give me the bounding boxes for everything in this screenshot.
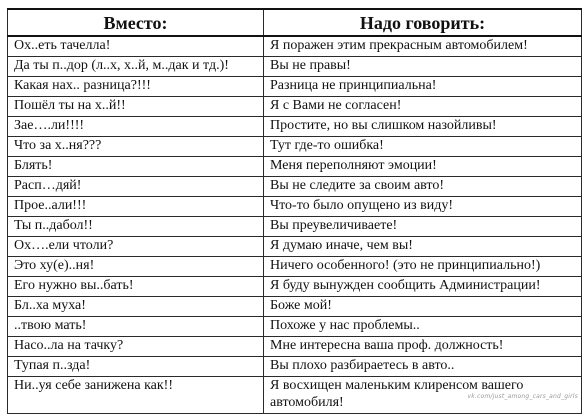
cell-should-say: Меня переполняют эмоции! [264,157,582,177]
cell-instead: Что за х..ня??? [8,137,264,157]
cell-instead: Ох….ели чтоли? [8,237,264,257]
table-row [8,217,582,237]
table-row [8,257,582,277]
cell-instead: Насо..ла на тачку? [8,337,264,357]
cell-should-say: Вы не следите за своим авто! [264,177,582,197]
cell-should-say: Я думаю иначе, чем вы! [264,237,582,257]
cell-should-say: Вы плохо разбираетесь в авто.. [264,357,582,377]
table-row [8,57,582,77]
header-should-say: Надо говорить: [264,9,582,36]
cell-should-say: Ничего особенного! (это не принципиально!) [264,257,582,277]
cell-should-say: Мне интересна ваша проф. должность! [264,337,582,357]
table-row [8,337,582,357]
cell-instead: Да ты п..дор (л..х, х..й, м..дак и тд.)! [8,57,264,77]
phrase-table [7,8,582,414]
cell-instead: ..твою мать! [8,317,264,337]
table-row [8,97,582,117]
table-row [8,277,582,297]
table-header-row [8,9,582,36]
table-row [8,297,582,317]
cell-should-say: Я поражен этим прекрасным автомобилем! [264,36,582,57]
watermark: vk.com/just_among_cars_and_girls [467,393,578,400]
cell-instead: Ни..уя себе занижена как!! [8,377,264,414]
table-row [8,117,582,137]
cell-should-say: Вы преувеличиваете! [264,217,582,237]
table-row [8,36,582,57]
cell-instead: Прое..али!!! [8,197,264,217]
table-row [8,77,582,97]
cell-should-say: Я восхищен маленьким клиренсом вашего автомобиля! [264,377,582,414]
table-body [8,36,582,414]
cell-should-say: Я с Вами не согласен! [264,97,582,117]
cell-instead: Ты п..дабол!! [8,217,264,237]
cell-should-say: Тут где-то ошибка! [264,137,582,157]
cell-should-say: Вы не правы! [264,57,582,77]
cell-should-say: Что-то было опущено из виду! [264,197,582,217]
table-row [8,157,582,177]
cell-instead: Какая нах.. разница?!!! [8,77,264,97]
table-row [8,177,582,197]
cell-instead: Блять! [8,157,264,177]
table-row [8,197,582,217]
cell-instead: Ох..еть тачелла! [8,36,264,57]
cell-instead: Это ху(е)..ня! [8,257,264,277]
cell-instead: Зае….ли!!!! [8,117,264,137]
cell-should-say: Разница не принципиальна! [264,77,582,97]
cell-instead: Тупая п..зда! [8,357,264,377]
table-row [8,137,582,157]
header-instead: Вместо: [8,9,264,36]
cell-should-say: Я буду вынужден сообщить Администрации! [264,277,582,297]
cell-instead: Расп…дяй! [8,177,264,197]
cell-should-say: Похоже у нас проблемы.. [264,317,582,337]
cell-instead: Бл..ха муха! [8,297,264,317]
table-row [8,357,582,377]
cell-should-say: Простите, но вы слишком назойливы! [264,117,582,137]
cell-instead: Пошёл ты на х..й!! [8,97,264,117]
table-row [8,237,582,257]
table-row [8,317,582,337]
cell-should-say: Боже мой! [264,297,582,317]
cell-instead: Его нужно вы..бать! [8,277,264,297]
